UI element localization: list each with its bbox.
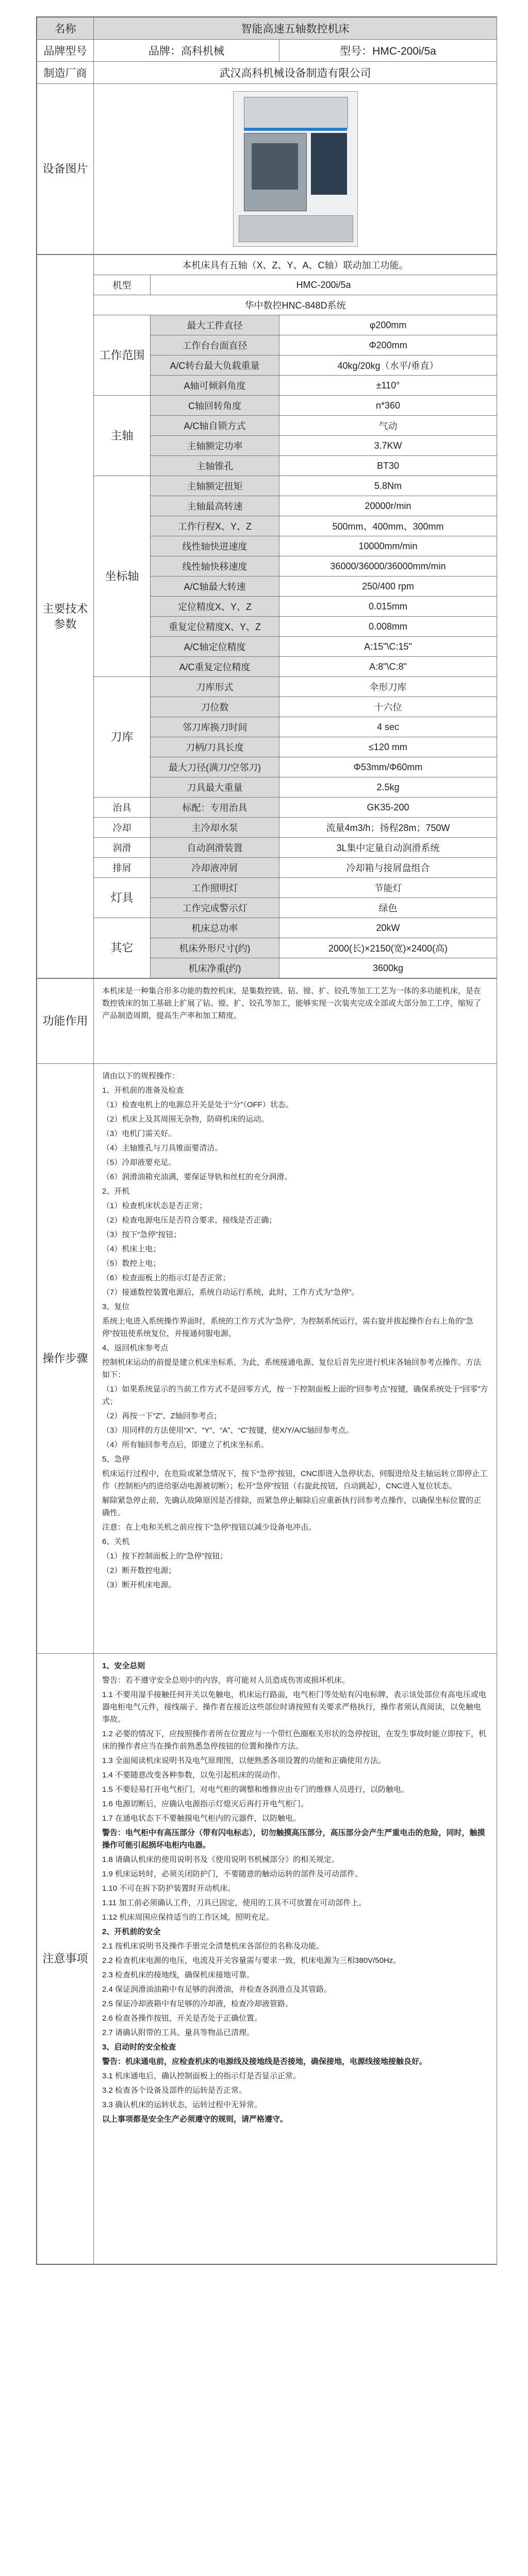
name-label: 名称: [37, 18, 94, 40]
operation-line: 机床运行过程中，在危险或紧急情况下，按下“急停”按钮，CNC即进入急停状态，伺服进给及主轴运转立即停止工作（控制柜内的进给驱动电源被切断）；松开“急停”按钮（右旋此按钮，自动跳起），CNC进入复位状态。: [102, 1469, 488, 1490]
operation-line: 解除紧急停止前，先确认故障原因是否排除，而紧急停止解除后应重新执行回参考点操作，以确保坐标位置的正确性。: [102, 1496, 482, 1517]
table-row: [37, 295, 497, 315]
param-name: C轴回转角度: [151, 396, 279, 416]
row-label-chip: 排屑: [94, 858, 151, 878]
param-value: 2000(长)×2150(宽)×2400(高): [279, 938, 497, 958]
safety-line: 1.4 不要随意改变各种参数，以免引起机床的误动作。: [102, 1771, 286, 1780]
safety-line: 1、安全总则: [102, 1662, 145, 1670]
param-name: 重复定位精度X、Y、Z: [151, 617, 279, 637]
model-label: 机型: [94, 275, 151, 295]
operation-line: 3、复位: [102, 1302, 130, 1311]
param-name: 主轴额定扭矩: [151, 476, 279, 496]
safety-line: 1.12 机床周围应保持适当的工作区域，照明充足。: [102, 1913, 274, 1922]
param-name: 刀具最大重量: [151, 777, 279, 798]
safety-line: 2.7 请确认附带的工具、量具等物品已清理。: [102, 2028, 255, 2037]
tech-intro: 本机床具有五轴（X、Z、Y、A、C轴）联动加工功能。: [94, 255, 497, 275]
param-name: 自动润滑装置: [151, 838, 279, 858]
group-label: 主轴: [94, 396, 151, 476]
safety-notes: [94, 1654, 497, 2264]
row-label-cooling: 冷却: [94, 818, 151, 838]
safety-line: 2.5 保证冷却液箱中有足够的冷却液，检查冷却液管路。: [102, 1999, 293, 2008]
table-row: [37, 858, 497, 878]
param-value: 十六位: [279, 697, 497, 717]
operation-line: （3）用同样的方法使用“X”、“Y”、“A”、“C”按键，使X/Y/A/C轴回参考点。: [102, 1426, 354, 1435]
table-row: [37, 255, 497, 275]
safety-line: 1.5 不要轻易打开电气柜门，对电气柜的调整和维修应由专门的维修人员进行，以防触电。: [102, 1785, 409, 1794]
table-row: [37, 275, 497, 295]
machine-photo: [94, 84, 497, 255]
safety-line: 2.6 检查各操作按钮，开关是否处于正确位置。: [102, 2014, 262, 2023]
tech-table: [37, 255, 497, 978]
param-value: 流量4m3/h；扬程28m；750W: [279, 818, 497, 838]
param-name: A/C轴自锁方式: [151, 416, 279, 436]
param-value: 节能灯: [279, 878, 497, 898]
param-value: A:8"\C:8": [279, 657, 497, 677]
param-value: ≤120 mm: [279, 737, 497, 757]
param-name: 刀位数: [151, 697, 279, 717]
param-value: 20kW: [279, 918, 497, 938]
brand-value: 品牌：高科机械: [94, 40, 279, 62]
safety-line: 1.8 请确认机床的使用说明书及《使用说明书机械部分》的相关规定。: [102, 1855, 340, 1864]
safety-line: 2.2 检查机床电源的电压，电流及开关容量需与要求一致，机床电源为三相380V/50Hz。: [102, 1956, 401, 1965]
param-value: 绿色: [279, 898, 497, 918]
param-value: 20000r/min: [279, 496, 497, 516]
param-value: 0.015mm: [279, 597, 497, 617]
param-name: 机床净重(约): [151, 958, 279, 978]
operation-line: 4、返回机床参考点: [102, 1344, 169, 1352]
operation-line: （5）数控上电；: [102, 1259, 161, 1268]
operation-line: （3）电机门需关好。: [102, 1129, 176, 1138]
maker-value: 武汉高科机械设备制造有限公司: [94, 62, 497, 84]
param-name: 主冷却水泵: [151, 818, 279, 838]
param-name: 机床总功率: [151, 918, 279, 938]
safety-label: 注意事项: [37, 1654, 94, 2264]
param-value: 3.7KW: [279, 436, 497, 456]
table-row: [37, 878, 497, 898]
param-value: 气动: [279, 416, 497, 436]
table-row: [37, 818, 497, 838]
safety-line: 警告：电气柜中有高压部分（带有闪电标志），切勿触摸高压部分，高压部分会产生严重电击的危险，同时，触摸操作可能引起损坏电柜内电器。: [102, 1828, 485, 1850]
safety-line: 2.4 保证润滑油油箱中有足够的润滑油，并检查各润滑点及其管路。: [102, 1985, 332, 1994]
operation-line: 控制机床运动的前提是建立机床坐标系，为此，系统接通电源、复位后首先应进行机床各轴回参考点操作。方法如下：: [102, 1358, 482, 1379]
param-value: 4 sec: [279, 717, 497, 737]
group-label: 其它: [94, 918, 151, 978]
model-value: HMC-200i/5a: [151, 275, 497, 295]
safety-line: 1.2 必要的情况下，应按照操作者所在位置应与一个带红色圈框关形状的急停按钮，在发生事故时能立即按下，机床的操作者应当在操作前熟悉急停按钮的位置和操作方法。: [102, 1730, 487, 1751]
row-label-fixture: 治具: [94, 798, 151, 818]
operation-line: （4）所有轴回参考点后，即建立了机床坐标系。: [102, 1440, 269, 1449]
operation-line: （6）润滑油箱充油满，要保证导轨和丝杠的充分润滑。: [102, 1173, 292, 1181]
table-row: [37, 798, 497, 818]
safety-line: 3.3 确认机床的运转状态，运转过程中无异常。: [102, 2100, 262, 2109]
safety-line: 以上事项都是安全生产必须遵守的规则，请严格遵守。: [102, 2115, 288, 2124]
safety-line: 2.3 检查机床的接地线，确保机床接地可靠。: [102, 1971, 255, 1979]
param-name: A/C重复定位精度: [151, 657, 279, 677]
operation-line: （3）断开机床电源。: [102, 1581, 176, 1589]
param-value: BT30: [279, 456, 497, 476]
machine-image: [233, 91, 358, 247]
safety-line: 1.1 不要用湿手接触任何开关以免触电，机床运行路面，电气柜门等处贴有闪电标牌，表示该处部位有高电压或电器电柜电气元件，接线端子。操作者在接近这些部位时请按照有关要求严格执行，操作者须认真阅读，以免触电事故。: [102, 1690, 487, 1724]
param-value: GK35-200: [279, 798, 497, 818]
safety-line: 1.9 机床运转时，必须关闭防护门，不要随意的触动运转的部件及可动部件。: [102, 1870, 363, 1878]
param-name: A轴可倾斜角度: [151, 376, 279, 396]
param-value: A:15"\C:15": [279, 637, 497, 657]
param-value: 40kg/20kg（水平/垂直）: [279, 355, 497, 376]
param-value: Φ200mm: [279, 335, 497, 355]
operation-line: 5、急停: [102, 1455, 130, 1464]
photo-label: 设备图片: [37, 84, 94, 255]
param-value: 冷却箱与接屑盘组合: [279, 858, 497, 878]
tech-side-label: 主要技术参数: [37, 255, 94, 978]
param-value: 5.8Nm: [279, 476, 497, 496]
param-value: 250/400 rpm: [279, 577, 497, 597]
operation-line: 注意：在上电和关机之前应按下“急停”按钮以减少设备电冲击。: [102, 1523, 316, 1532]
param-name: 主轴最高转速: [151, 496, 279, 516]
operation-line: （5）冷却液要充足。: [102, 1158, 176, 1167]
operation-line: （2）断开数控电源；: [102, 1566, 176, 1575]
operation-line: （4）机床上电；: [102, 1245, 161, 1253]
param-name: 邻刀库换刀时间: [151, 717, 279, 737]
param-name: 标配：专用治具: [151, 798, 279, 818]
operation-line: 2、开机: [102, 1187, 130, 1196]
operation-line: （1）按下控制面板上的“急停”按钮；: [102, 1552, 228, 1561]
safety-line: 3.2 检查各个设备及部件的运转是否正常。: [102, 2086, 247, 2095]
param-name: 最大工件直径: [151, 315, 279, 335]
text-table: [37, 978, 497, 2264]
cnc-value: 华中数控HNC-848D系统: [94, 295, 497, 315]
operation-line: 1、开机前的准备及检查: [102, 1086, 184, 1095]
table-row: [37, 315, 497, 335]
group-label: 坐标轴: [94, 476, 151, 677]
param-name: 刀柄/刀具长度: [151, 737, 279, 757]
safety-line: 1.7 在通电状态下不要触摸电气柜内的元器件，以防触电。: [102, 1814, 301, 1823]
param-name: 刀库形式: [151, 677, 279, 697]
param-name: A/C转台最大负载重量: [151, 355, 279, 376]
group-label: 灯具: [94, 878, 151, 918]
safety-line: 警告：机床通电前，应检查机床的电源线及接地线是否接地，确保接地，电源线接地接触良好。: [102, 2057, 427, 2066]
operation-line: （2）机床上及其周围无杂物，防碍机床的运动。: [102, 1115, 269, 1124]
safety-line: 1.11 加工前必须确认工件，刀具已固定，使用的工具不可放置在可动部件上。: [102, 1899, 367, 1907]
row-label-lube: 润滑: [94, 838, 151, 858]
operation-line: 系统上电进入系统操作界面时，系统的工作方式为“急停”，为控制系统运行，需右旋并拔起操作台右上角的“急停”按钮使系统复位，并接通伺服电源。: [102, 1317, 473, 1338]
param-value: 伞形刀库: [279, 677, 497, 697]
safety-line: 2.1 按机床说明书及操作手册完全清楚机床各部位的名称及功能。: [102, 1942, 324, 1951]
param-value: 10000mm/min: [279, 536, 497, 556]
group-label: 工作范围: [94, 315, 151, 396]
param-value: φ200mm: [279, 315, 497, 335]
param-value: 500mm、400mm、300mm: [279, 516, 497, 536]
safety-line: 3.1 机床通电后，确认控制面板上的指示灯是否显示正常。: [102, 2072, 301, 2080]
safety-line: 警告：若不遵守安全总则中的内容，将可能对人员造成伤害或损坏机床。: [102, 1676, 350, 1685]
safety-line: 1.10 不可在拆下防护装置时开动机床。: [102, 1884, 236, 1893]
safety-line: 3、启动时的安全检查: [102, 2043, 176, 2052]
param-name: 最大刀径(满刀/空邻刀): [151, 757, 279, 777]
operation-line: （4）主轴锥孔与刀具锥面要清洁。: [102, 1144, 223, 1153]
function-text: 本机床是一种集合形多功能的数控机床，是集数控铣、钻、镗、扩、铰孔等加工工艺为一体的多功能机床，是在数控铣床的加工基础上扩展了钻、镗、扩、铰孔等加工，能够实现一次装夹完成全部或大部分加工工序，缩短了产品制造周期，提高生产率和加工精度。: [94, 979, 497, 1064]
operation-line: （2）检查电源电压是否符合要求，接线是否正确；: [102, 1216, 277, 1225]
safety-line: 1.6 电源切断后，应确认电源指示灯熄灭后再打开电气柜门。: [102, 1800, 309, 1808]
param-name: 工作完成警示灯: [151, 898, 279, 918]
param-name: 主轴额定功率: [151, 436, 279, 456]
param-name: 线性轴快移速度: [151, 556, 279, 577]
table-row: [37, 838, 497, 858]
operation-line: （2）再按一下“Z”、Z轴回参考点；: [102, 1412, 222, 1420]
param-value: Φ53mm/Φ60mm: [279, 757, 497, 777]
operation-steps: [94, 1064, 497, 1654]
param-value: 36000/36000/36000mm/min: [279, 556, 497, 577]
operation-line: （3）按下“急停”按钮；: [102, 1230, 182, 1239]
param-name: 主轴锥孔: [151, 456, 279, 476]
table-row: [37, 918, 497, 938]
param-value: 3L集中定量自动润滑系统: [279, 838, 497, 858]
function-label: 功能作用: [37, 979, 94, 1064]
operation-line: 6、关机: [102, 1537, 130, 1546]
table-row: [37, 476, 497, 496]
param-name: 机床外形尺寸(约): [151, 938, 279, 958]
param-name: 工作照明灯: [151, 878, 279, 898]
model-value: 型号：HMC-200i/5a: [279, 40, 497, 62]
spec-sheet: [36, 16, 497, 2265]
maker-label: 制造厂商: [37, 62, 94, 84]
name-value: 智能高速五轴数控机床: [94, 18, 497, 40]
operation-line: （7）接通数控装置电源后，系统自动运行系统，此时，工作方式为“急停”。: [102, 1288, 359, 1297]
operation-line: （1）检查电机上的电源总开关是处于“分”（OFF）状态。: [102, 1100, 293, 1109]
operation-label: 操作步骤: [37, 1064, 94, 1654]
param-name: 工作台台面直径: [151, 335, 279, 355]
param-name: A/C轴定位精度: [151, 637, 279, 657]
param-name: 定位精度X、Y、Z: [151, 597, 279, 617]
group-label: 刀库: [94, 677, 151, 798]
param-name: A/C轴最大转速: [151, 577, 279, 597]
operation-line: 请由以下的规程操作：: [102, 1072, 180, 1080]
param-value: 3600kg: [279, 958, 497, 978]
safety-line: 2、开机前的安全: [102, 1927, 161, 1936]
param-value: n*360: [279, 396, 497, 416]
param-name: 工作行程X、Y、Z: [151, 516, 279, 536]
operation-line: （1）检查机床状态是否正常；: [102, 1201, 207, 1210]
brand-label: 品牌型号: [37, 40, 94, 62]
param-value: ±110°: [279, 376, 497, 396]
safety-line: 1.3 全面阅读机床说明书及电气原理图，以便熟悉各项设置的功能和正确使用方法。: [102, 1756, 386, 1765]
param-name: 线性轴快进速度: [151, 536, 279, 556]
spec-table: [37, 17, 497, 255]
table-row: [37, 677, 497, 697]
param-name: 冷却液冲屑: [151, 858, 279, 878]
operation-line: （1）如果系统显示的当前工作方式不是回零方式，按一下控制面板上面的“回参考点”按键，确保系统处于“回零”方式；: [102, 1385, 488, 1406]
param-value: 0.008mm: [279, 617, 497, 637]
table-row: [37, 396, 497, 416]
param-value: 2.5kg: [279, 777, 497, 798]
operation-line: （6）检查面板上的指示灯是否正常；: [102, 1274, 230, 1282]
